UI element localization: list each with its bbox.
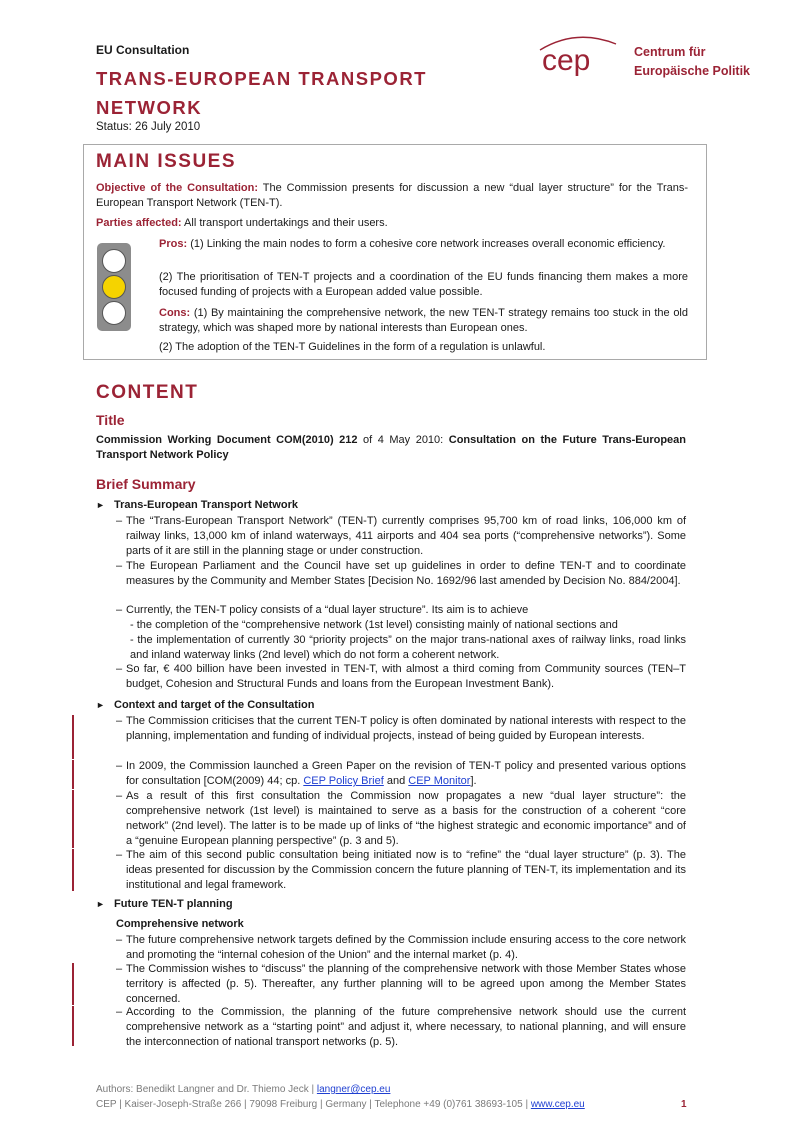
list-item: – So far, € 400 billion have been invested in TEN-T, with almost a third coming from Community sources (TEN–T budget, Cohesion and Structural Funds and loans from the European Investment Bank).: [116, 663, 686, 690]
section-heading-context: [96, 699, 314, 711]
parties-paragraph: [96, 216, 688, 231]
document-title: TRANS-EUROPEAN TRANSPORT NETWORK: [96, 68, 427, 118]
traffic-light-middle: [102, 275, 126, 299]
address-text: CEP | Kaiser-Joseph-Straße 266 | 79098 Freiburg | Germany | Telephone +49 (0)761 38693-105 |: [96, 1099, 531, 1110]
list-item: – The Commission criticises that the current TEN-T policy is often dominated by national interests with respect to the planning, implementation and funding of individual projects, instead of being guided by European interests.: [116, 715, 686, 742]
cep-logo: [528, 30, 628, 82]
cons-label: Cons:: [159, 307, 191, 319]
list-item: – Currently, the TEN-T policy consists of a “dual layer structure”. Its aim is to achieve: [116, 604, 529, 616]
list-item: – In 2009, the Commission launched a Green Paper on the revision of TEN-T policy and presented various options for consultation [COM(2009) 44; cp. CEP Policy Brief and CEP Monitor].: [116, 760, 686, 787]
traffic-light-top: [102, 249, 126, 273]
list-item: – According to the Commission, the planning of the future comprehensive network should use the current comprehensive network as a “starting point” and adjust it, where necessary, to national planning, and will ensure the interconnection of national transport networks (p. 5).: [116, 1006, 686, 1048]
list-item: – The future comprehensive network targets defined by the Commission include ensuring access to the core network and promoting the “internal cohesion of the Union” and the internal market (p. 4).: [116, 934, 686, 961]
change-marker: [72, 715, 74, 759]
list-item: – The Commission wishes to “discuss” the planning of the comprehensive network with those Member States whose territory is affected (p. 5). Thereafter, any further planning will to be agreed upon among the Member States concerned.: [116, 963, 686, 1005]
traffic-light-icon: [97, 243, 131, 331]
pros-1-text: (1) Linking the main nodes to form a cohesive core network increases overall economic efficiency.: [190, 238, 666, 250]
doc-ref-title: Consultation on the Future Trans-European Transport Network Policy: [96, 434, 686, 461]
main-issues-box: [83, 144, 707, 360]
doc-ref-date: of 4 May 2010:: [357, 434, 449, 446]
organization-name: [634, 43, 750, 81]
change-marker: [72, 849, 74, 891]
logo-mark-text: cep: [542, 44, 591, 77]
list-item: – The European Parliament and the Council have set up guidelines in order to define TEN-T and to coordinate measures by the Community and Member States [Decision No. 1692/96 last amended by Decision No. 884/2004].: [116, 560, 686, 587]
parties-label: Parties affected:: [96, 217, 182, 229]
list-item: – The “Trans-European Transport Network” (TEN-T) currently comprises 95,700 km of road links, 106,000 km of railway links, 13,000 km of inland waterways, 411 airports and 404 sea ports (“comprehensive networks”). Some parts of it are still in the planning stage or under construction.: [116, 515, 686, 557]
pros-label: Pros:: [159, 238, 188, 250]
change-marker: [72, 790, 74, 848]
section-heading-text: Future TEN-T planning: [114, 898, 233, 910]
section-heading-ten-t: [96, 499, 298, 511]
footer-authors: [96, 1084, 390, 1095]
pros-1: [159, 237, 688, 252]
doc-ref-number: Commission Working Document COM(2010) 212: [96, 434, 358, 446]
document-status: Status: 26 July 2010: [96, 121, 201, 133]
org-line-1: Centrum für: [634, 45, 706, 59]
authors-text: Authors: Benedikt Langner and Dr. Thiemo Jeck |: [96, 1084, 317, 1095]
page-number: 1: [681, 1099, 687, 1110]
email-link[interactable]: langner@cep.eu: [316, 1084, 391, 1095]
title-heading: Title: [96, 412, 125, 428]
content-heading: CONTENT: [96, 382, 199, 403]
objective-text: The Commission presents for discussion a new “dual layer structure” for the Trans-European Transport Network (TEN-T).: [96, 182, 689, 209]
cep-policy-brief-link[interactable]: CEP Policy Brief: [303, 775, 384, 787]
org-line-2: Europäische Politik: [634, 64, 751, 78]
parties-text: All transport undertakings and their users.: [184, 217, 388, 229]
cons-1: [159, 306, 688, 336]
change-marker: [72, 1006, 74, 1046]
document-reference: [96, 433, 686, 463]
list-subitem: - the completion of the “comprehensive network (1st level) consisting mainly of national sections and: [130, 619, 618, 631]
pros-2: (2) The prioritisation of TEN-T projects and a coordination of the EU funds financing them makes a more focused funding of projects with a European added value possible.: [159, 271, 688, 298]
footer-address: [96, 1099, 585, 1110]
section-heading-text: Trans-European Transport Network: [114, 499, 298, 511]
list-subitem: - the implementation of currently 30 “priority projects” on the major trans-national axes of railway links, road links and inland waterway links (2nd level) which do not form a coherent network.: [130, 634, 686, 661]
traffic-light-bottom: [102, 301, 126, 325]
change-marker: [72, 760, 74, 789]
objective-label: Objective of the Consultation:: [96, 182, 259, 194]
brief-summary-heading: Brief Summary: [96, 476, 196, 492]
arrow-right-icon: ►: [96, 700, 105, 710]
arrow-right-icon: ►: [96, 899, 105, 909]
main-issues-heading: MAIN ISSUES: [96, 151, 237, 172]
objective-paragraph: [96, 181, 688, 211]
document-kicker: EU Consultation: [96, 43, 190, 57]
section-heading-text: Context and target of the Consultation: [114, 699, 315, 711]
change-marker: [72, 963, 74, 1005]
cons-2: (2) The adoption of the TEN-T Guidelines in the form of a regulation is unlawful.: [159, 341, 546, 353]
subheading-comprehensive: Comprehensive network: [116, 918, 244, 930]
website-link[interactable]: www.cep.eu: [530, 1099, 585, 1110]
cep-monitor-link[interactable]: CEP Monitor: [408, 775, 471, 787]
list-item: – The aim of this second public consultation being initiated now is to “refine” the “dual layer structure” (p. 3). The ideas presented for discussion by the Commission concern the future planning of TEN-T, its implementation and its institutional and legal framework.: [116, 849, 686, 891]
arrow-right-icon: ►: [96, 500, 105, 510]
cons-1-text: (1) By maintaining the comprehensive network, the new TEN-T strategy remains too stuck in the old strategy, which was shaped more by national interests than European ones.: [159, 307, 688, 334]
section-heading-planning: [96, 898, 233, 910]
list-item: – As a result of this first consultation the Commission now propagates a new “dual layer structure”: the comprehensive network (1st level) is maintained to serve as a basis for the construction of a coherent “core network” (2nd level). The latter is to be made up of links of “the highest strategic and economic importance” and of a “genuine European planning perspective” (p. 3 and 5).: [116, 790, 686, 847]
